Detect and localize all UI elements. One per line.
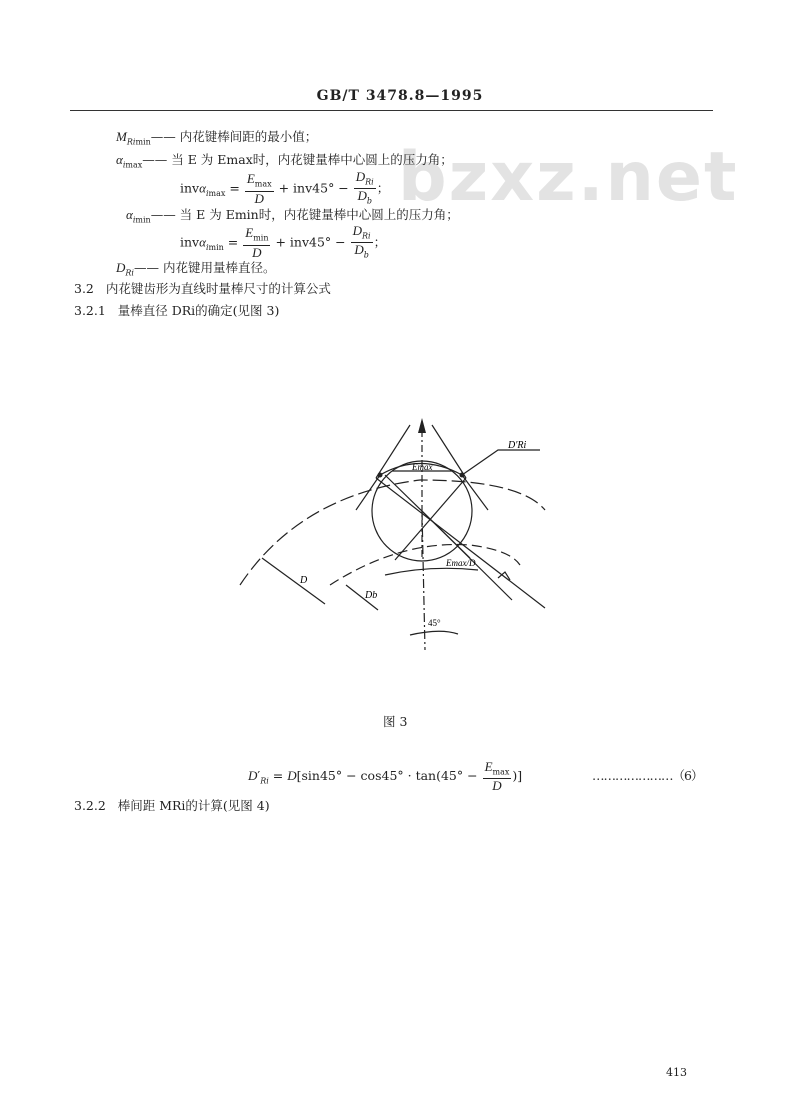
circle-d-arc — [240, 480, 545, 585]
dim-d-line — [262, 558, 325, 604]
symbol-d-ri: $D_{Ri}$ — [116, 260, 134, 278]
header-rule — [70, 110, 713, 111]
label-angle: 45° — [428, 618, 441, 628]
symbol-alpha-min: $\alpha_{imin}$ — [126, 207, 151, 225]
figure-caption: 图 3 — [383, 714, 408, 729]
def-alpha-min-desc: —— 当 E 为 Emin时，内花键量棒中心圆上的压力角； — [150, 207, 459, 222]
standard-header: GB/T 3478.8—1995 — [316, 88, 484, 104]
angle-arc — [410, 631, 458, 635]
leader-d-ri-prime — [462, 450, 540, 475]
symbol-m-ri-min: $M_{Rimin}$ — [116, 129, 151, 147]
def-d-ri — [116, 258, 275, 278]
label-e-max: Emax — [412, 462, 433, 472]
radial-line — [422, 511, 512, 600]
section-3-2-2: 3.2.2 棒间距 MRi的计算(见图 4) — [74, 798, 270, 813]
section-3-2: 3.2 内花键齿形为直线时量棒尺寸的计算公式 — [74, 281, 331, 296]
label-e-max-over-d: Emax/D — [446, 558, 476, 568]
def-alpha-max — [116, 150, 453, 170]
equation-6-number: …………………（6） — [592, 768, 703, 783]
figure-3-diagram — [230, 410, 560, 660]
equation-6: $D'_{Ri} = D[\sin 45^\circ - \cos 45^\circ \cdot \tan(45^\circ$ − $\frac{E_{max}}{D}$ )] — [248, 759, 523, 794]
formula-inv-alpha-min: invα$_{imin}$ = $\frac{E_{min}}{D}$ + inv45° − $\frac{D_{Ri}}{D_b}$ ； — [180, 223, 387, 260]
emax-d-arc — [385, 568, 478, 575]
def-m-min — [116, 127, 317, 147]
diagonal-line-2 — [376, 478, 545, 608]
watermark: bzxz.net — [398, 138, 739, 217]
symbol-alpha-max: $\alpha_{imax}$ — [116, 152, 143, 170]
label-db: Db — [365, 590, 378, 601]
section-3-2-1: 3.2.1 量棒直径 DRi的确定(见图 3) — [74, 303, 280, 318]
def-d-ri-desc: —— 内花键用量棒直径。 — [133, 260, 276, 275]
label-d: D — [300, 575, 308, 586]
label-d-ri-prime: D′Ri — [508, 440, 527, 451]
formula-inv-alpha-max: invα$_{imax}$ = $\frac{E_{max}}{D}$ + inv45° − $\frac{D_{Ri}}{D_b}$ ； — [180, 169, 390, 206]
page-number: 413 — [666, 1066, 687, 1079]
def-alpha-max-desc: —— 当 E 为 Emax时，内花键量棒中心圆上的压力角； — [142, 152, 453, 167]
center-to-bottom — [422, 511, 425, 650]
def-m-min-desc: —— 内花键棒间距的最小值； — [150, 129, 318, 144]
def-alpha-min — [126, 205, 459, 225]
